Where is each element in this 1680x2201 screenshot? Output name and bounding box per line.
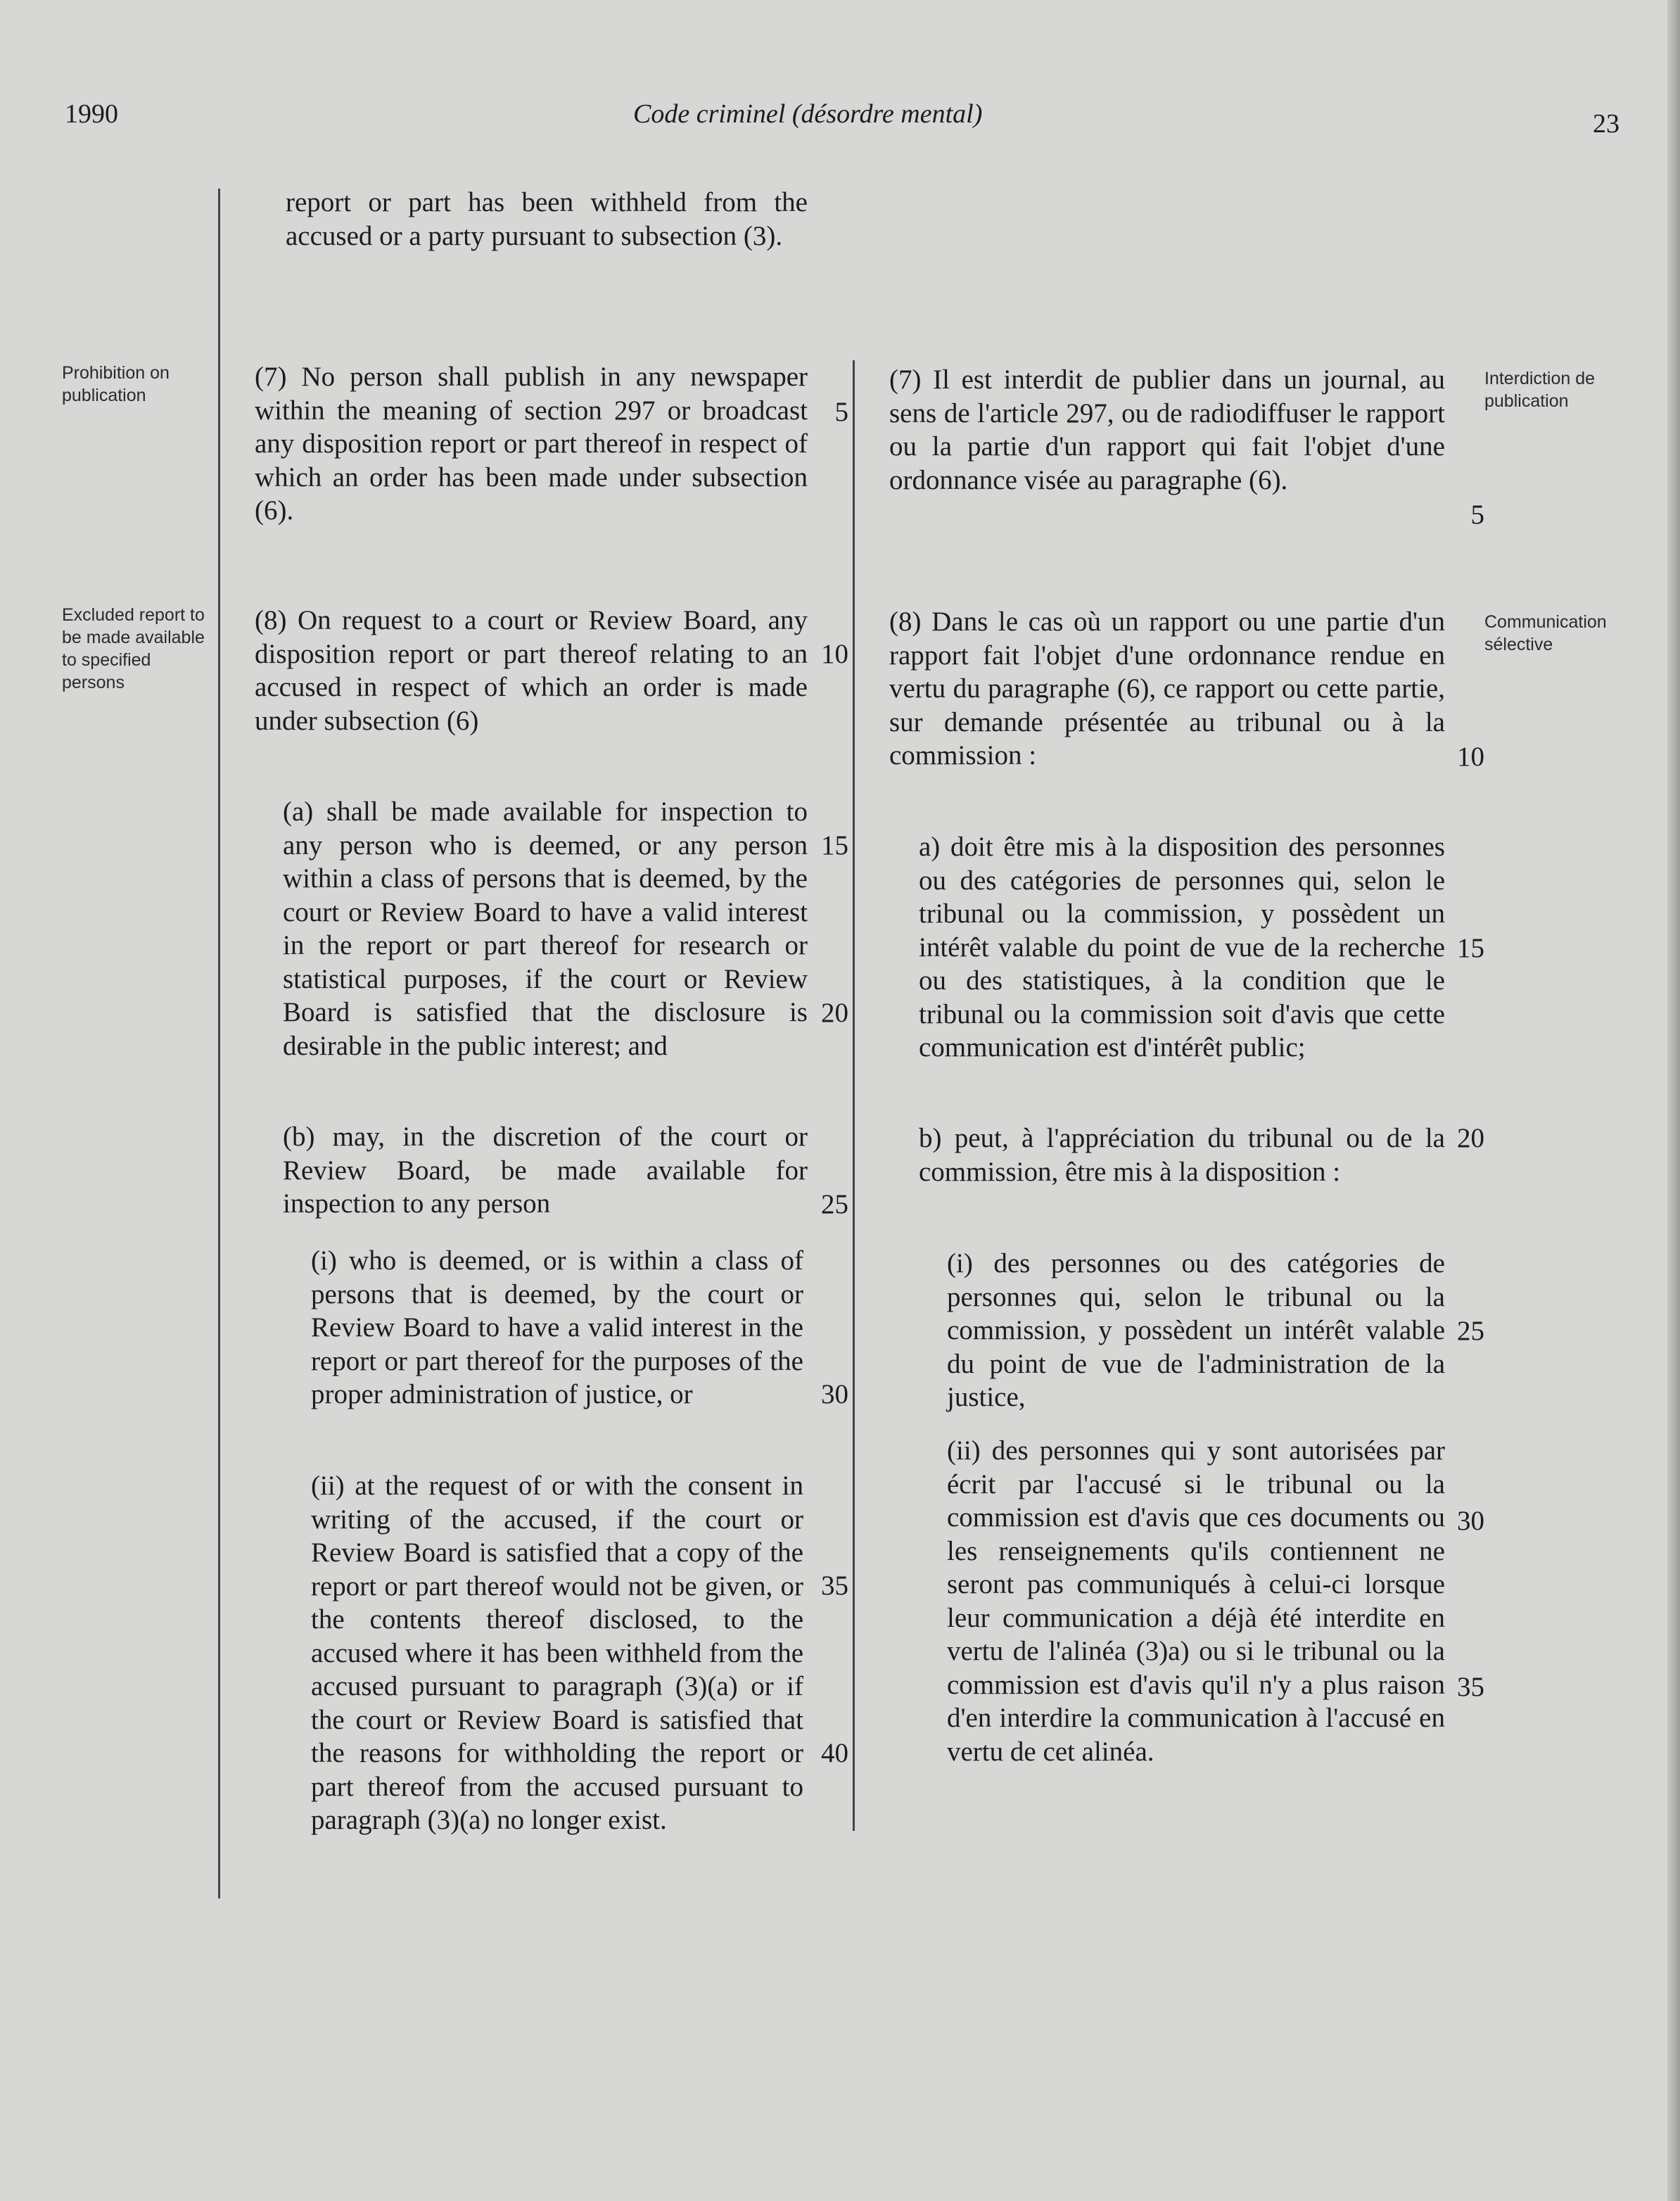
fr-paragraph-b: b) peut, à l'appréciation du tribunal ou de la commission, être mis à la disposition : [919,1123,1445,1187]
en-paragraph-a: (a) shall be made available for inspection to any person who is deemed, or any person within a class of persons that is deemed, by the court or Review Board to have a valid interest in the report or part thereof for research or statistical purposes, if the court or Review Board is satisfied that the disclosure is desirable in the public interest; and [283,797,808,1061]
margin-note-communication-fr: Communication sélective [1484,612,1607,654]
fr-line-number: 10 [1457,742,1484,772]
en-line-number: 35 [821,1571,848,1601]
en-line-number: 15 [821,830,848,861]
fr-line-number: 5 [1470,500,1484,530]
en-subparagraph-i: (i) who is deemed, or is within a class of persons that is deemed, by the court or Review Board to have a valid interest in the report or part thereof for the purposes of the proper administration of justice, or [311,1245,803,1409]
fr-line-number: 15 [1457,933,1484,963]
left-column-rule [218,189,220,1898]
margin-note-excluded-en: Excluded report to be made available to specified persons [62,605,205,692]
en-subsection-8-intro: (8) On request to a court or Review Board, any disposition report or part thereof relating to an accused in respect of which an order is made under subsection (6) [255,605,808,736]
fr-paragraph-a: a) doit être mis à la disposition des personnes ou des catégories de personnes qui, selon le tribunal ou la commission, y possèdent un intérêt valable du point de vue de la recherche ou des statistiques, à la condition que le tribunal ou la commission soit d'avis que cette communication est d'intérêt public; [919,832,1445,1063]
en-subsection-7: (7) No person shall publish in any newspaper within the meaning of section 297 or broadcast any disposition report or part thereof in respect of which an order has been made under subsection (6). [255,362,808,526]
en-line-number: 40 [821,1738,848,1768]
margin-note-prohibition-en: Prohibition on publication [62,363,170,405]
fr-line-number: 25 [1457,1316,1484,1346]
fr-line-number: 35 [1457,1672,1484,1702]
fr-line-number: 30 [1457,1506,1484,1536]
fr-subsection-8-intro: (8) Dans le cas où un rapport ou une partie d'un rapport fait l'objet d'une ordonnance rendue en vertu du paragraphe (6), ce rapport ou cette partie, sur demande présentée au tribunal ou à la commission : [889,607,1445,770]
fr-line-number: 20 [1457,1123,1484,1153]
fr-subparagraph-ii: (ii) des personnes qui y sont autorisées par écrit par l'accusé si le tribunal ou la commission est d'avis que ces documents ou les renseignements qu'ils contiennent ne seront pas communiqués à celui-ci lorsque leur communication a déjà été interdite en vertu de l'alinéa (3)a) ou si le tribunal ou la commission est d'avis qu'il n'y a plus raison d'en interdire la communication à l'accusé en vertu de cet alinéa. [947,1435,1445,1767]
header-year: 1990 [65,99,118,129]
en-line-number: 10 [821,639,848,669]
en-continuation: report or part has been withheld from the accused or a party pursuant to subsection (3). [286,187,808,251]
en-paragraph-b: (b) may, in the discretion of the court or Review Board, be made available for inspection to any person [283,1122,808,1219]
center-column-rule [853,360,855,1831]
en-line-number: 25 [821,1189,848,1219]
en-line-number: 20 [821,998,848,1028]
fr-subparagraph-i: (i) des personnes ou des catégories de personnes qui, selon le tribunal ou la commission, y possèdent un intérêt valable du point de vue de l'administration de la justice, [947,1248,1445,1412]
en-line-number: 5 [834,397,848,427]
en-subparagraph-ii: (ii) at the request of or with the consent in writing of the accused, if the court or Review Board is satisfied that a copy of the report or part thereof would not be given, or the contents thereof disclosed, to the accused where it has been withheld from the accused pursuant to paragraph (3)(a) or if the court or Review Board is satisfied that the reasons for withholding the report or part thereof from the accused pursuant to paragraph (3)(a) no longer exist. [311,1471,803,1835]
header-page-number: 23 [1593,109,1619,139]
margin-note-prohibition-fr: Interdiction de publication [1484,369,1596,411]
en-line-number: 30 [821,1379,848,1409]
fr-subsection-7: (7) Il est interdit de publier dans un journal, au sens de l'article 297, ou de radiodiffuser le rapport ou la partie d'un rapport qui fait l'objet d'une ordonnance visée au paragraphe (6). [889,364,1445,495]
header-title: Code criminel (désordre mental) [633,99,983,129]
page-edge-shadow [1667,0,1680,2201]
